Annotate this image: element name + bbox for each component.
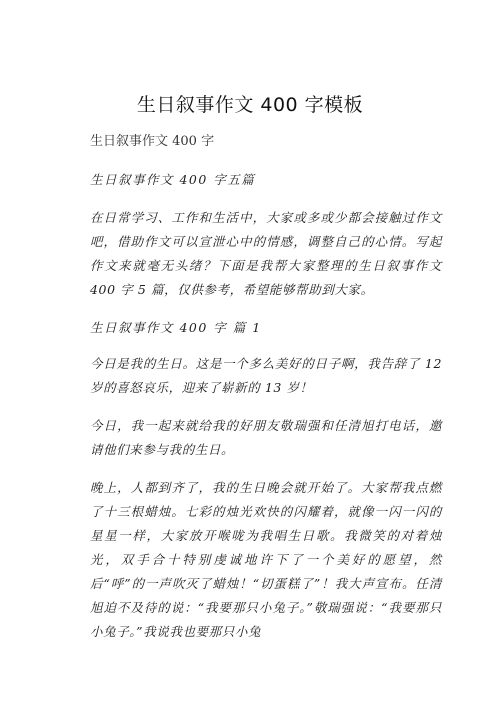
document-title: 生日叙事作文 400 字模板	[136, 94, 364, 116]
essay-1-heading: 生日叙事作文 400 字 篇 1	[90, 320, 262, 335]
essay-paragraph-3: 晚上，人都到齐了，我的生日晚会就开始了。大家帮我点燃了十三根蜡烛。七彩的烛光欢快的闪耀着，就像一闪一闪的星星一样，大家放开喉咙为我唱生日歌。我微笑的对着烛光，双手合十特别虔诚地许下了一个美好的愿望，然后“呼”的一声吹灭了蜡烛！“切蛋糕了”！我大声宣布。任清旭迫不及待的说：“我要那只小兔子。”敬瑞强说：“我要那只小兔子。”我说我也要那只小兔	[90, 480, 442, 639]
heading-five-essays: 生日叙事作文 400 字五篇	[90, 172, 256, 187]
essay-paragraph-2: 今日，我一起来就给我的好朋友敬瑞强和任清旭打电话，邀请他们来参与我的生日。	[90, 418, 442, 457]
intro-paragraph: 在日常学习、工作和生活中，大家或多或少都会接触过作文吧，借助作文可以宣泄心中的情感，调整自己的心情。写起作文来就毫无头绪？下面是我帮大家整理的生日叙事作文 400 字 5 篇，仅供参考，希望能够帮助到大家。	[90, 210, 442, 297]
document-subtitle: 生日叙事作文 400 字	[90, 134, 215, 149]
essay-paragraph-1: 今日是我的生日。这是一个多么美好的日子啊，我告辞了 12 岁的喜怒哀乐，迎来了崭新的 13 岁！	[90, 356, 442, 395]
